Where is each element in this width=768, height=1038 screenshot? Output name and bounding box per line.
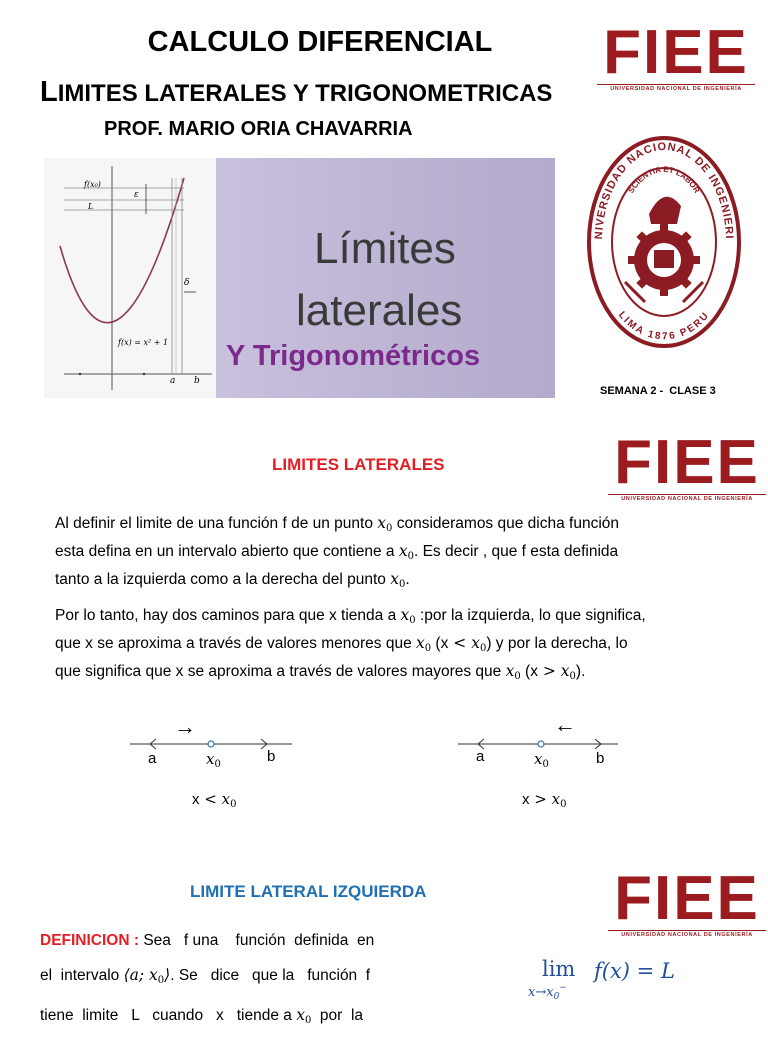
seal-bottom-text: LIMA 1876 PERU [615, 309, 713, 343]
point-x0-label: $x_0$ [206, 750, 221, 770]
definition-line: el intervalo ⟨a; $x_0⟩$. Se dice que la función f [40, 966, 371, 986]
point-b-label: b [596, 750, 605, 767]
paragraph-line: que significa que x se aproxima a través de valores mayores que $x_0$ $(x > x_0)$. [55, 662, 586, 682]
fiee-logo-2 [608, 428, 766, 502]
fiee-logo-tagline: UNIVERSIDAD NACIONAL DE INGENIERÍA [597, 84, 755, 92]
point-a-label: a [148, 750, 157, 767]
fiee-logo-3 [608, 864, 766, 938]
paragraph-line: Por lo tanto, hay dos caminos para que x tienda a $x_0$ :por la izquierda, lo que significa, [55, 606, 646, 626]
definition-block [40, 924, 420, 1038]
page-subtitle [40, 76, 600, 109]
banner-graph-a-label: a [170, 376, 176, 386]
subtitle-rest: IMITES LATERALES Y TRIGONOMETRICAS [57, 80, 553, 107]
number-line-right [458, 714, 623, 814]
formula-body: f(x) = L [594, 959, 675, 983]
paragraph-line: tanto a la izquierda como a la derecha del punto $x_0$. [55, 570, 410, 590]
paragraph-line: que x se aproxima a través de valores menores que $x_0$ $(x < x_0)$ y por la derecha, lo [55, 634, 628, 654]
svg-text:LIMA 1876 PERU [616, 310, 712, 343]
fiee-logo-tagline: UNIVERSIDAD NACIONAL DE INGENIERÍA [608, 494, 766, 502]
university-seal [585, 132, 743, 352]
banner-graph-l-label: L [88, 202, 94, 211]
limits-banner [44, 158, 555, 398]
banner-word-trigonometricos: Y Trigonométricos [226, 340, 481, 372]
formula-lim: lim [542, 957, 576, 981]
banner-graph-epsilon-label: ε [134, 190, 139, 200]
banner-graph-b-label: b [194, 376, 200, 386]
banner-graph-fx0-label: f(x₀) [84, 180, 101, 189]
paragraph-line: esta defina en un intervalo abierto que contiene a $x_0$. Es decir , que f esta definida [55, 542, 619, 562]
banner-graph-delta-label: δ [184, 278, 190, 288]
caption-x-less-x0: $x < x_0$ [192, 790, 237, 810]
paragraph-line: Al definir el limite de una función f de un punto $x_0$ consideramos que dicha función [55, 514, 620, 534]
banner-word-limites: Límites [314, 224, 456, 273]
definition-line: tiene limite L cuando x tiende a $x_0$ por la [40, 1006, 364, 1026]
page-title: CALCULO DIFERENCIAL [147, 26, 493, 58]
fiee-logo-letters: FIEE [603, 18, 749, 87]
number-line-left [130, 714, 295, 814]
svg-text:SCIENTIA ET LABOR [626, 165, 701, 195]
professor-name: PROF. MARIO ORIA CHAVARRIA [104, 118, 413, 140]
approach-arrow-left: ← [554, 712, 576, 737]
point-a-label: a [476, 748, 485, 765]
point-b-label: b [267, 748, 276, 765]
banner-graph-panel [44, 158, 216, 398]
fiee-logo-letters: FIEE [614, 428, 760, 497]
fiee-logo-tagline: UNIVERSIDAD NACIONAL DE INGENIERÍA [608, 930, 766, 938]
fiee-logo-letters: FIEE [614, 864, 760, 933]
point-x0-label: $x_0$ [534, 750, 549, 770]
banner-parabola-graph [44, 158, 216, 398]
section-heading-limite-izquierda: LIMITE LATERAL IZQUIERDA [190, 882, 427, 901]
paragraph-definition [55, 512, 735, 596]
approach-arrow-right: → [174, 714, 196, 739]
banner-graph-function-label: f(x) = x² + 1 [118, 338, 169, 347]
definition-label: DEFINICION : [40, 932, 140, 949]
definition-line: DEFINICION : Sea f una función definida en [40, 932, 375, 949]
paragraph-two-paths [55, 604, 745, 688]
subtitle-initial: L [40, 76, 58, 108]
seal-ring-text: NIVERSIDAD NACIONAL DE INGENIERI [592, 140, 735, 240]
section-heading-limites-laterales: LIMITES LATERALES [272, 455, 445, 474]
formula-subscript: $x\to x_0^-$ [528, 983, 567, 1002]
left-limit-formula [528, 955, 728, 1015]
week-class-label: SEMANA 2 - CLASE 3 [600, 385, 716, 397]
fiee-logo [597, 18, 755, 92]
caption-x-greater-x0: $x > x_0$ [522, 790, 567, 810]
banner-word-laterales: laterales [296, 286, 463, 335]
seal-inner-text: SCIENTIA ET LABOR [626, 164, 702, 195]
